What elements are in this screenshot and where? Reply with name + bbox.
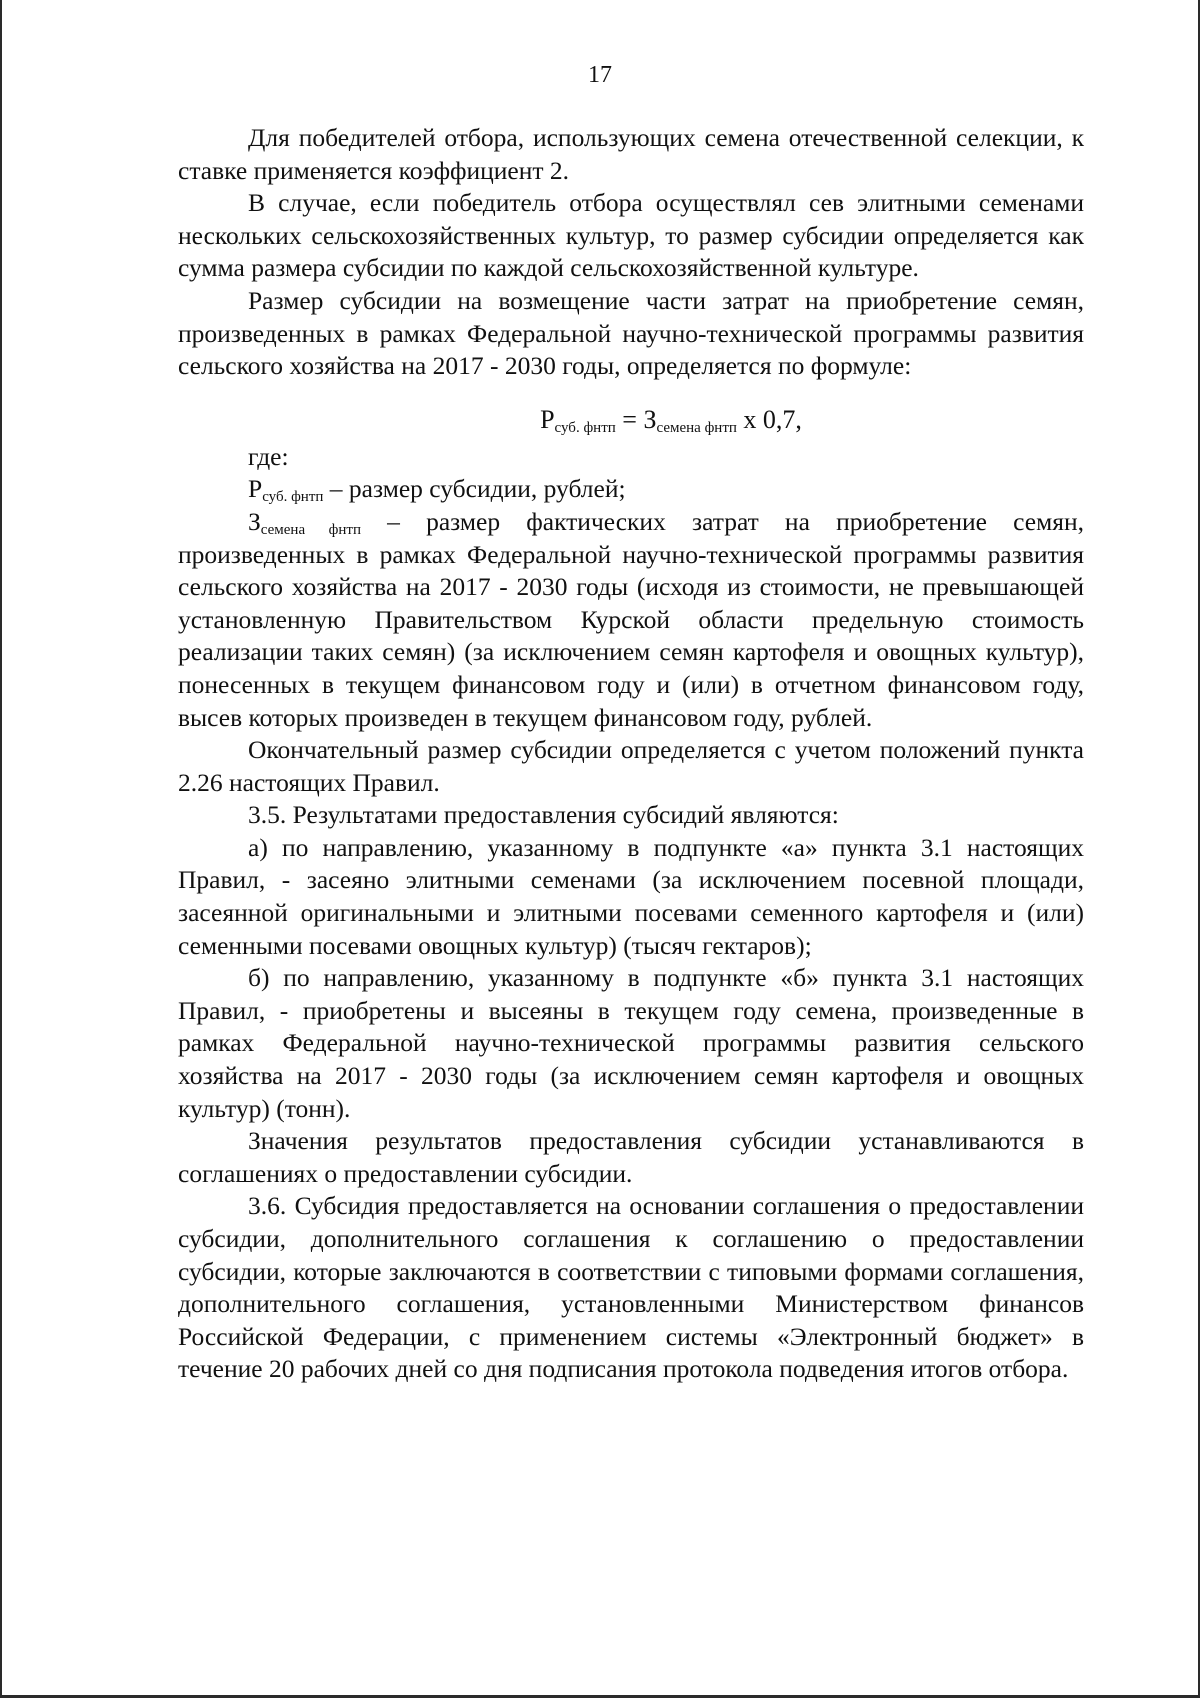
- paragraph-multiple-crops: В случае, если победитель отбора осуществлял сев элитными семенами нескольких сельскохозяйственных культур, то размер субсидии определяется как сумма размера субсидии по каждой сельскохозяйственной культуре.: [178, 188, 1084, 283]
- formula-lhs-symbol: Р: [540, 404, 555, 434]
- paragraph-result-values: Значения результатов предоставления субсидии устанавливаются в соглашениях о предоставлении субсидии.: [178, 1126, 1084, 1188]
- definition-1-text: – размер субсидии, рублей;: [323, 474, 626, 504]
- definition-2-symbol: З: [248, 506, 261, 536]
- page-number: 17: [588, 62, 612, 88]
- paragraph-section-3-5: 3.5. Результатами предоставления субсидий являются:: [248, 800, 839, 830]
- scan-edge-left: [0, 0, 2, 1698]
- document-body: [178, 122, 1084, 1386]
- subsidy-formula: [178, 403, 1084, 437]
- paragraph-formula-intro: Размер субсидии на возмещение части затрат на приобретение семян, произведенных в рамках Федеральной научно-технической программы развития сельского хозяйства на 2017 - 2030 годы, определяется по формуле:: [178, 285, 1084, 381]
- paragraph-section-3-6: 3.6. Субсидия предоставляется на основании соглашения о предоставлении субсидии, дополнительного соглашения к соглашению о предоставлении субсидии, которые заключаются в соответствии с типовыми формами соглашения, дополнительного соглашения, установленными Министерством финансов Российской Федерации, с применением системы «Электронный бюджет» в течение 20 рабочих дней со дня подписания протокола подведения итогов отбора.: [178, 1191, 1084, 1384]
- definition-2-subscript: семена фнтп: [260, 521, 361, 538]
- formula-lhs-subscript: суб. фнтп: [554, 419, 616, 436]
- formula-rest: х 0,7,: [736, 404, 802, 434]
- paragraph-final-size: Окончательный размер субсидии определяется с учетом положений пункта 2.26 настоящих Правил.: [178, 735, 1084, 797]
- definition-1-symbol: Р: [248, 474, 263, 504]
- formula-rhs-subscript: семена фнтп: [656, 419, 737, 436]
- definition-2-text: – размер фактических затрат на приобретение семян, произведенных в рамках Федеральной научно-технической программы развития сельского хозяйства на 2017 - 2030 годы (исходя из стоимости, не превышающей установленную Правительством Курской области предельную стоимость реализации таких семян) (за исключением семян картофеля и овощных культур), понесенных в текущем финансовом году и (или) в отчетном финансовом году, высев которых произведен в текущем финансовом году, рублей.: [178, 506, 1084, 732]
- definition-subsidy-size: [178, 473, 1084, 506]
- paragraph-where: где:: [248, 441, 289, 471]
- definition-seed-costs: [178, 506, 1084, 734]
- formula-equals: =: [615, 404, 644, 434]
- definition-1-subscript: суб. фнтп: [262, 489, 324, 506]
- paragraph-result-a: а) по направлению, указанному в подпункте «а» пункта 3.1 настоящих Правил, - засеяно элитными семенами (за исключением посевной площади, засеянной оригинальными и элитными посевами семенного картофеля и (или) семенными посевами овощных культур) (тысяч гектаров);: [178, 832, 1084, 960]
- paragraph-result-b: б) по направлению, указанному в подпункте «б» пункта 3.1 настоящих Правил, - приобретены и высеяны в текущем году семена, произведенные в рамках Федеральной научно-технической программы развития сельского хозяйства на 2017 - 2030 годы (за исключением семян картофеля и овощных культур) (тонн).: [178, 963, 1084, 1123]
- paragraph-seed-selection-coefficient: Для победителей отбора, использующих семена отечественной селекции, к ставке применяется коэффициент 2.: [178, 123, 1084, 185]
- formula-rhs-symbol: З: [643, 404, 657, 434]
